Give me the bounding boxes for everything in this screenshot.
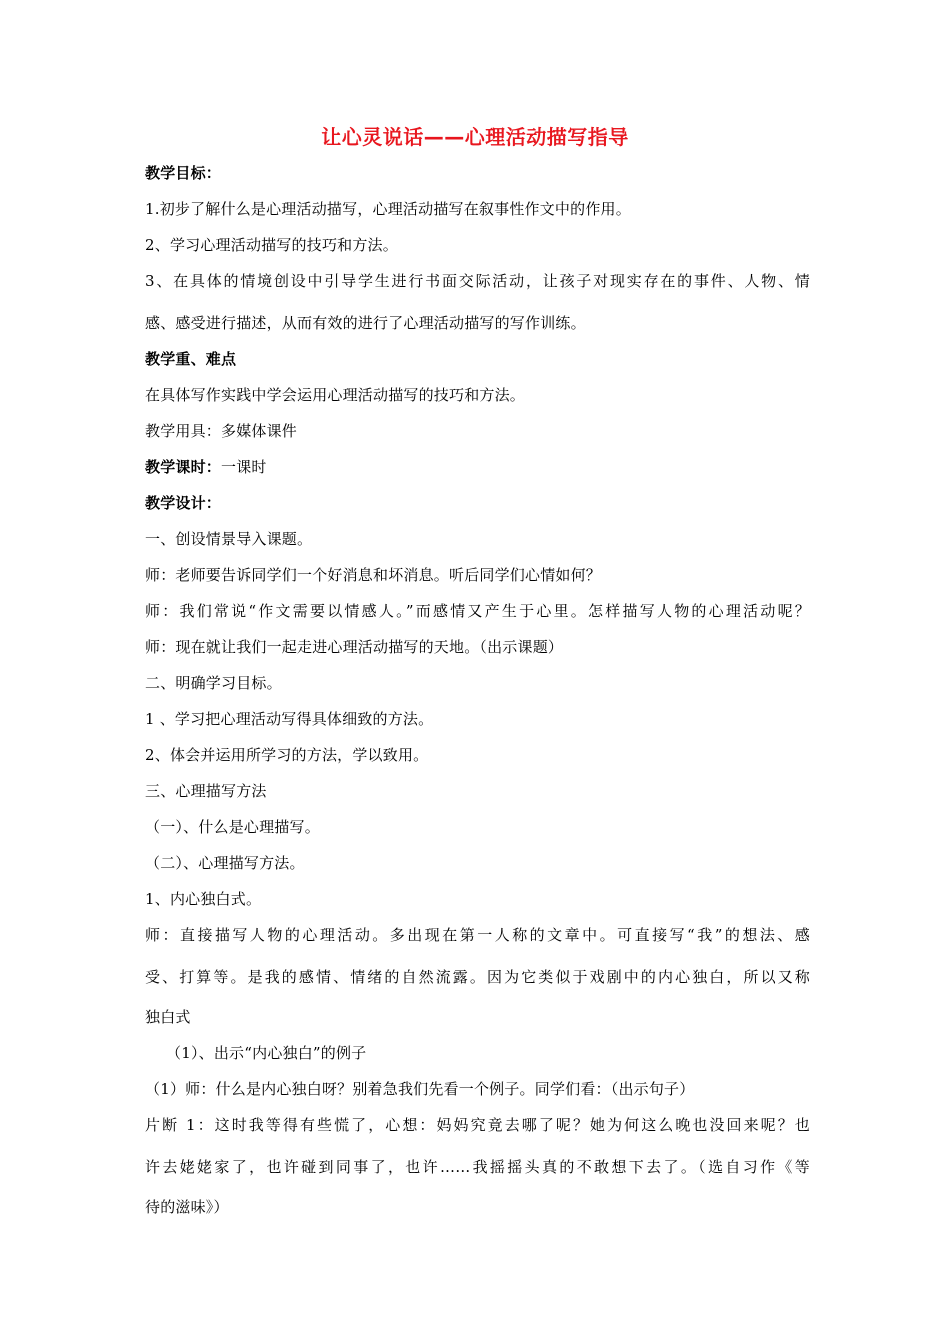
method-1-heading: 1、内心独白式。	[145, 890, 262, 908]
teaching-hours	[145, 456, 810, 478]
teaching-tools: 教学用具：多媒体课件	[145, 422, 298, 440]
method-1-line-2: 受、打算等。是我的感情、情绪的自然流露。因为它类似于戏剧中的内心独白，所以又称	[145, 968, 810, 986]
goal-item-2: 2、学习心理活动描写的技巧和方法。	[145, 236, 398, 254]
section-3-heading: 三、心理描写方法	[145, 782, 267, 800]
fragment-1-line-3: 待的滋味》）	[145, 1198, 229, 1216]
section-1-heading: 一、创设情景导入课题。	[145, 530, 313, 548]
section-2-heading: 二、明确学习目标。	[145, 674, 282, 692]
section-3-sub-1: （一）、什么是心理描写。	[145, 818, 320, 836]
heading-teaching-design: 教学设计：	[145, 494, 222, 512]
method-1-line-3: 独白式	[145, 1008, 191, 1026]
example-heading: （1）、出示“内心独白”的例子	[166, 1044, 367, 1062]
fragment-1-line-2: 许去姥姥家了，也许碰到同事了，也许……我摇摇头真的不敢想下去了。（选自习作《等	[145, 1158, 810, 1176]
section-2-item-1: 1 、学习把心理活动写得具体细致的方法。	[145, 710, 434, 728]
section-1-line-1: 师：老师要告诉同学们一个好消息和坏消息。听后同学们心情如何？	[145, 566, 602, 584]
goal-item-1: 1.初步了解什么是心理活动描写，心理活动描写在叙事性作文中的作用。	[145, 200, 631, 218]
heading-key-points: 教学重、难点	[145, 350, 237, 368]
fragment-1-line-1: 片断 1：这时我等得有些慌了，心想：妈妈究竟去哪了呢？她为何这么晚也没回来呢？也	[145, 1116, 810, 1134]
teaching-hours-label: 教学课时：	[145, 458, 222, 476]
section-1-line-3: 师：现在就让我们一起走进心理活动描写的天地。（出示课题）	[145, 638, 564, 656]
key-points-text: 在具体写作实践中学会运用心理活动描写的技巧和方法。	[145, 386, 526, 404]
example-intro: （1）师：什么是内心独白呀？别着急我们先看一个例子。同学们看：（出示句子）	[145, 1080, 695, 1098]
section-1-line-2: 师：我们常说“作文需要以情感人。”而感情又产生于心里。怎样描写人物的心理活动呢？	[145, 602, 810, 620]
section-3-sub-2: （二）、心理描写方法。	[145, 854, 305, 872]
goal-item-3-line-1: 3、在具体的情境创设中引导学生进行书面交际活动，让孩子对现实存在的事件、人物、情	[145, 272, 810, 290]
heading-teaching-goals: 教学目标：	[145, 164, 222, 182]
page-title: 让心灵说话——心理活动描写指导	[321, 125, 629, 149]
goal-item-3-line-2: 感、感受进行描述，从而有效的进行了心理活动描写的写作训练。	[145, 314, 586, 332]
method-1-line-1: 师：直接描写人物的心理活动。多出现在第一人称的文章中。可直接写“我”的想法、感	[145, 926, 810, 944]
section-2-item-2: 2、体会并运用所学习的方法，学以致用。	[145, 746, 429, 764]
teaching-hours-value: 一课时	[221, 458, 267, 476]
